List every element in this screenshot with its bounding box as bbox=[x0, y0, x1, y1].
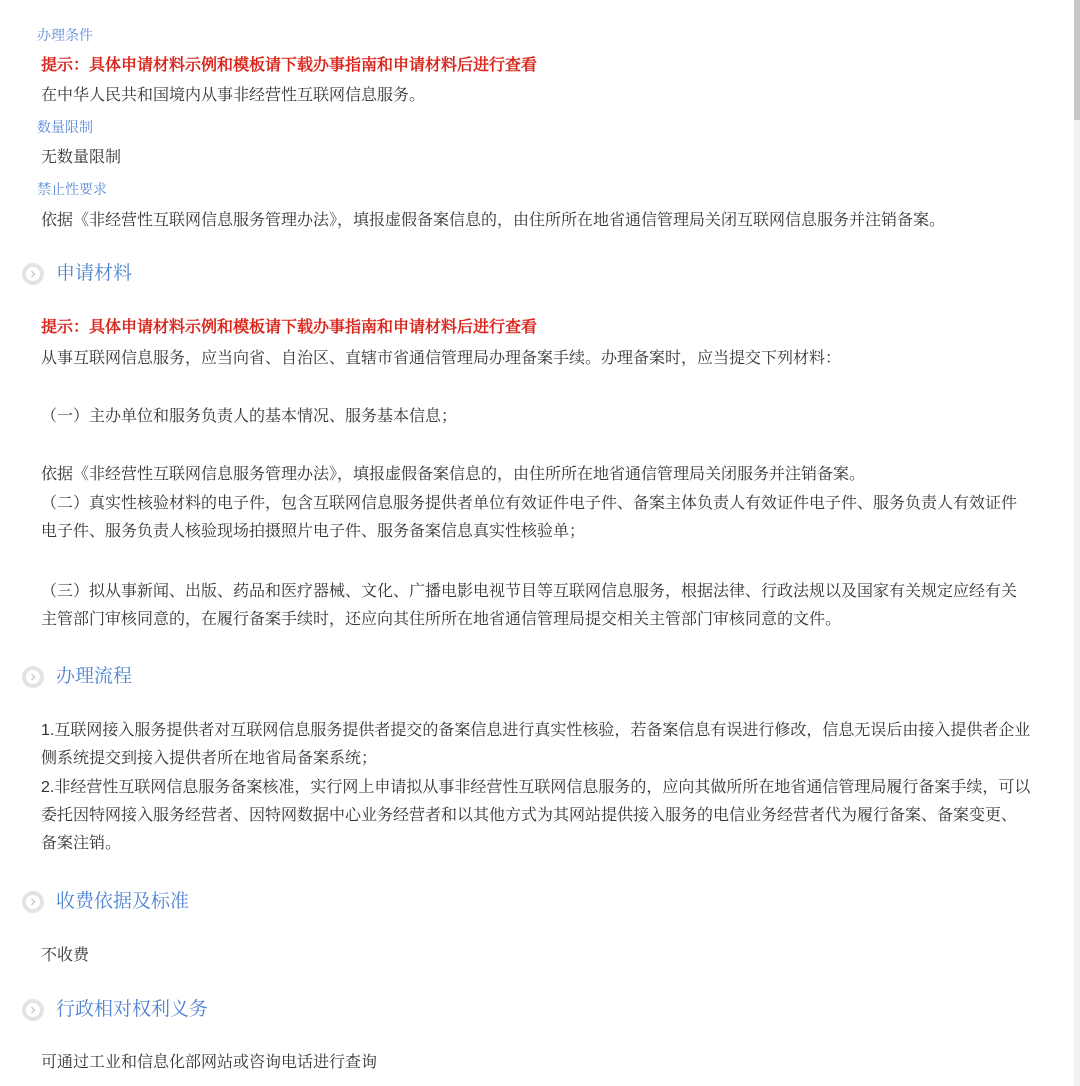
section-title-fees: 收费依据及标准 bbox=[56, 891, 190, 912]
materials-tip: 提示：具体申请材料示例和模板请下载办事指南和申请材料后进行查看 bbox=[41, 319, 538, 336]
section-title-rights: 行政相对权利义务 bbox=[56, 999, 209, 1020]
process-step-1: 1.互联网接入服务提供者对互联网信息服务提供者提交的备案信息进行真实性核验，若备案信息有误进行修改，信息无误后由接入提供者企业侧系统提交到接入提供者所在地省局备案系统； bbox=[41, 722, 1031, 767]
section-title-materials: 申请材料 bbox=[56, 263, 133, 284]
conditions-text: 在中华人民共和国境内从事非经营性互联网信息服务。 bbox=[41, 87, 426, 104]
materials-item-2: （二）真实性核验材料的电子件，包含互联网信息服务提供者单位有效证件电子件、备案主体负责人有效证件电子件、服务负责人有效证件电子件、服务负责人核验现场拍摄照片电子件、服务备案信息真实性核验单； bbox=[41, 495, 1018, 540]
section-header-materials bbox=[22, 260, 132, 288]
section-header-rights bbox=[22, 996, 208, 1024]
section-title-process: 办理流程 bbox=[56, 666, 133, 687]
circle-arrow-right-icon bbox=[22, 999, 44, 1021]
prohibitions-text: 依据《非经营性互联网信息服务管理办法》，填报虚假备案信息的，由住所所在地省通信管理局关闭互联网信息服务并注销备案。 bbox=[41, 212, 946, 229]
vertical-scrollbar[interactable] bbox=[1074, 0, 1080, 1086]
materials-item-3: （三）拟从事新闻、出版、药品和医疗器械、文化、广播电影电视节目等互联网信息服务，根据法律、行政法规以及国家有关规定应经有关主管部门审核同意的，在履行备案手续时，还应向其住所所在地省通信管理局提交相关主管部门审核同意的文件。 bbox=[41, 583, 1018, 628]
circle-arrow-right-icon bbox=[22, 891, 44, 913]
conditions-label: 办理条件 bbox=[37, 27, 93, 43]
quantity-limit-label: 数量限制 bbox=[37, 119, 93, 135]
scrollbar-thumb[interactable] bbox=[1074, 0, 1080, 120]
rights-text: 可通过工业和信息化部网站或咨询电话进行查询 bbox=[41, 1054, 378, 1071]
section-header-process bbox=[22, 663, 132, 691]
section-header-fees bbox=[22, 888, 189, 916]
conditions-tip: 提示：具体申请材料示例和模板请下载办事指南和申请材料后进行查看 bbox=[41, 57, 538, 74]
materials-item-1: （一）主办单位和服务负责人的基本情况、服务基本信息； bbox=[41, 408, 458, 425]
quantity-limit-text: 无数量限制 bbox=[41, 149, 122, 166]
circle-arrow-right-icon bbox=[22, 263, 44, 285]
materials-note: 依据《非经营性互联网信息服务管理办法》，填报虚假备案信息的，由住所所在地省通信管理局关闭服务并注销备案。 bbox=[41, 466, 866, 483]
prohibitions-label: 禁止性要求 bbox=[37, 181, 107, 197]
fees-text: 不收费 bbox=[41, 947, 90, 964]
circle-arrow-right-icon bbox=[22, 666, 44, 688]
process-step-2: 2.非经营性互联网信息服务备案核准，实行网上申请拟从事非经营性互联网信息服务的，应向其做所所在地省通信管理局履行备案手续，可以委托因特网接入服务经营者、因特网数据中心业务经营者和以其他方式为其网站提供接入服务的电信业务经营者代为履行备案、备案变更、备案注销。 bbox=[41, 779, 1031, 852]
materials-intro: 从事互联网信息服务，应当向省、自治区、直辖市省通信管理局办理备案手续。办理备案时，应当提交下列材料： bbox=[41, 350, 842, 367]
